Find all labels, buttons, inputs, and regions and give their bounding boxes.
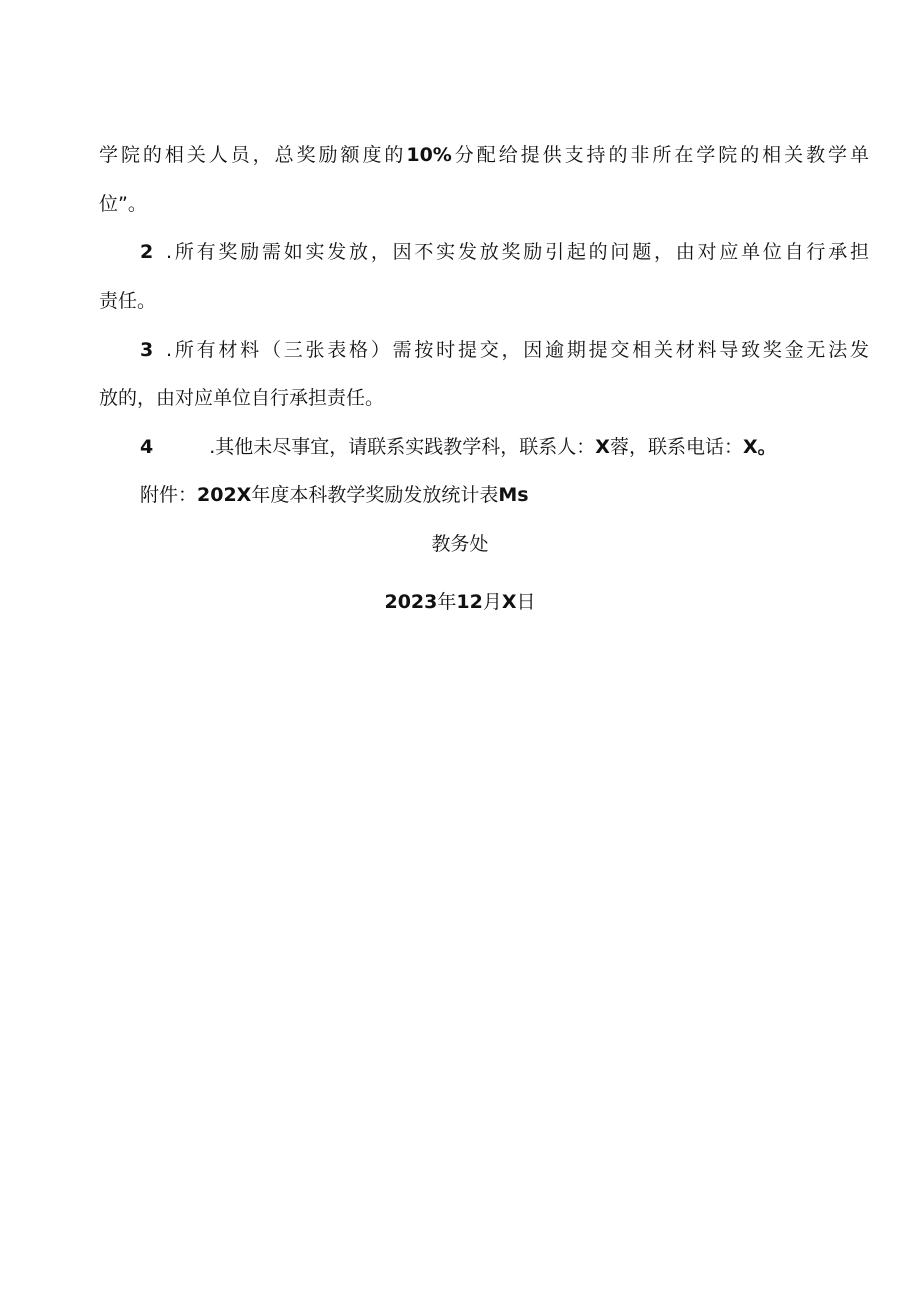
attachment-line [140, 481, 869, 509]
item-4-line [140, 433, 869, 461]
item-number: 3 [140, 339, 154, 361]
text: 蓉，联系电话： [609, 436, 743, 458]
date-day: X [501, 591, 517, 613]
text: .所有材料（三张表格）需按时提交，因逾期提交相关材料导致奖金无法发 [166, 339, 869, 361]
text: Ms [498, 484, 529, 506]
text: 学院的相关人员，总奖励额度的 [99, 144, 407, 166]
signature-date [0, 588, 920, 616]
item-3-line-2: 放的，由对应单位自行承担责任。 [99, 387, 385, 409]
percent-value: 10% [406, 144, 452, 166]
text: 年度本科教学奖励发放统计表 [251, 484, 499, 506]
text: .其他未尽事宜，请联系实践教学科，联系人： [209, 436, 596, 458]
item-number: 4 [140, 436, 154, 458]
phone-placeholder: X。 [742, 436, 777, 458]
date-year: 2023 [384, 591, 438, 613]
item-2-line-2: 责任。 [99, 290, 157, 312]
date-month: 12 [456, 591, 483, 613]
text: 附件： [140, 484, 198, 506]
text: 日 [516, 591, 536, 613]
attachment-year: 202X [197, 484, 252, 506]
text: .所有奖励需如实发放，因不实发放奖励引起的问题，由对应单位自行承担 [166, 241, 869, 263]
item-2-line-1 [140, 238, 869, 266]
text: 年 [437, 591, 457, 613]
paragraph-1-line-2: 位”。 [99, 193, 147, 215]
signature-office: 教务处 [431, 533, 489, 555]
paragraph-1-line-1 [99, 141, 869, 169]
text: 分配给提供支持的非所在学院的相关教学单 [451, 144, 869, 166]
item-3-line-1 [140, 336, 869, 364]
item-number: 2 [140, 241, 154, 263]
contact-name-placeholder: X [595, 436, 610, 458]
text: 月 [482, 591, 502, 613]
